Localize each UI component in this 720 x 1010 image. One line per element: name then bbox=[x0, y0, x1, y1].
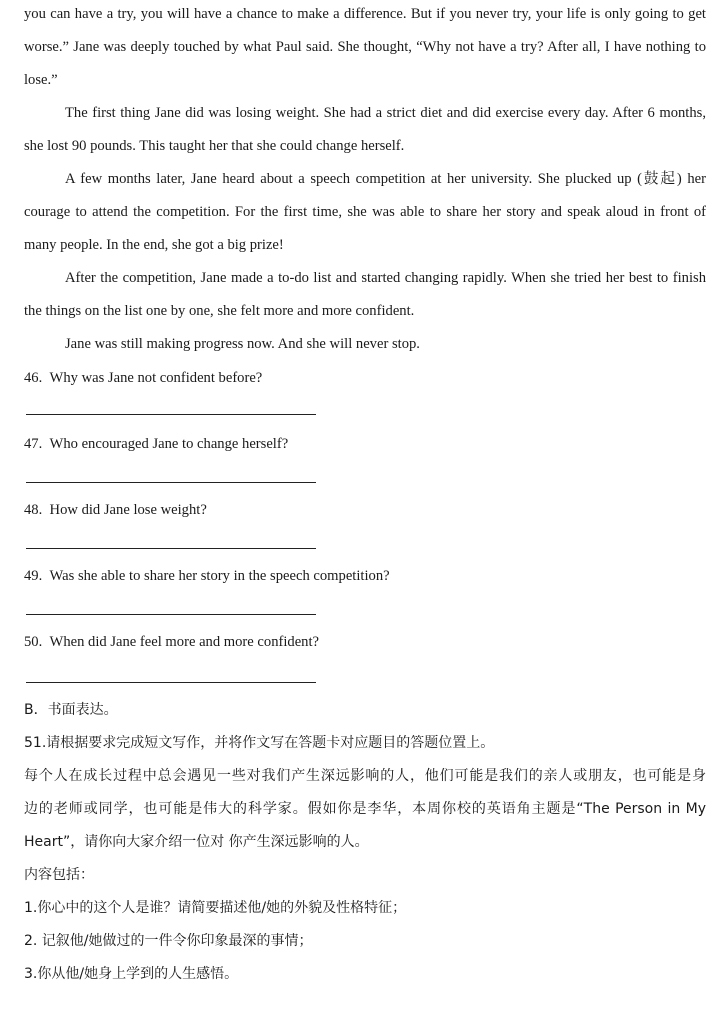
passage-line-6: A few months later, Jane heard about a speech competition at her university. She plucked up (鼓起) her bbox=[65, 171, 706, 187]
writing-section-title: B．书面表达。 bbox=[24, 702, 118, 718]
content-point-3: 3.你从他/她身上学到的人生感悟。 bbox=[24, 966, 239, 982]
question-49 bbox=[24, 566, 706, 586]
answer-blank-49[interactable] bbox=[26, 614, 316, 615]
question-number: 46. bbox=[24, 370, 43, 386]
question-46 bbox=[24, 368, 706, 388]
passage-line-1: you can have a try, you will have a chance to make a difference. But if you never try, your life is only going to get bbox=[24, 6, 706, 22]
writing-prompt-line-1: 每个人在成长过程中总会遇见一些对我们产生深远影响的人，他们可能是我们的亲人或朋友，也可能是身 bbox=[24, 768, 706, 784]
content-label: 内容包括： bbox=[24, 867, 94, 883]
content-point-1: 1.你心中的这个人是谁？请简要描述他/她的外貌及性格特征； bbox=[24, 900, 407, 916]
passage-line-2: worse.” Jane was deeply touched by what Paul said. She thought, “Why not have a try? After all, I have nothing to bbox=[24, 39, 706, 55]
passage-line-10: the things on the list one by one, she felt more and more confident. bbox=[24, 303, 415, 319]
question-text: Who encouraged Jane to change herself? bbox=[49, 436, 289, 452]
question-text: Was she able to share her story in the speech competition? bbox=[49, 568, 390, 584]
passage-line-5: she lost 90 pounds. This taught her that she could change herself. bbox=[24, 138, 405, 154]
question-text: Why was Jane not confident before? bbox=[49, 370, 263, 386]
passage-line-9: After the competition, Jane made a to-do list and started changing rapidly. When she tried her best to finish bbox=[65, 270, 706, 286]
passage-line-7: courage to attend the competition. For the first time, she was able to share her story and speak aloud in front of bbox=[24, 204, 706, 220]
question-number: 47. bbox=[24, 436, 43, 452]
question-number: 49. bbox=[24, 568, 43, 584]
answer-blank-47[interactable] bbox=[26, 482, 316, 483]
writing-task: 51.请根据要求完成短文写作，并将作文写在答题卡对应题目的答题位置上。 bbox=[24, 735, 495, 751]
question-text: When did Jane feel more and more confident? bbox=[49, 634, 320, 650]
question-50 bbox=[24, 632, 706, 652]
question-text: How did Jane lose weight? bbox=[49, 502, 207, 518]
passage-line-3: lose.” bbox=[24, 72, 58, 88]
answer-blank-50[interactable] bbox=[26, 682, 316, 683]
passage-line-8: many people. In the end, she got a big prize! bbox=[24, 237, 284, 253]
writing-prompt-line-2: 边的老师或同学，也可能是伟大的科学家。假如你是李华，本周你校的英语角主题是“The Person in My bbox=[24, 801, 706, 817]
question-number: 48. bbox=[24, 502, 43, 518]
writing-prompt-line-3: Heart”，请你向大家介绍一位对 你产生深远影响的人。 bbox=[24, 834, 369, 850]
question-48 bbox=[24, 500, 706, 520]
content-point-2: 2. 记叙他/她做过的一件令你印象最深的事情； bbox=[24, 933, 313, 949]
answer-blank-48[interactable] bbox=[26, 548, 316, 549]
question-number: 50. bbox=[24, 634, 43, 650]
answer-blank-46[interactable] bbox=[26, 414, 316, 415]
passage-line-4: The first thing Jane did was losing weight. She had a strict diet and did exercise every day. After 6 months, bbox=[65, 105, 706, 121]
question-47 bbox=[24, 434, 706, 454]
passage-line-11: Jane was still making progress now. And she will never stop. bbox=[65, 336, 420, 352]
